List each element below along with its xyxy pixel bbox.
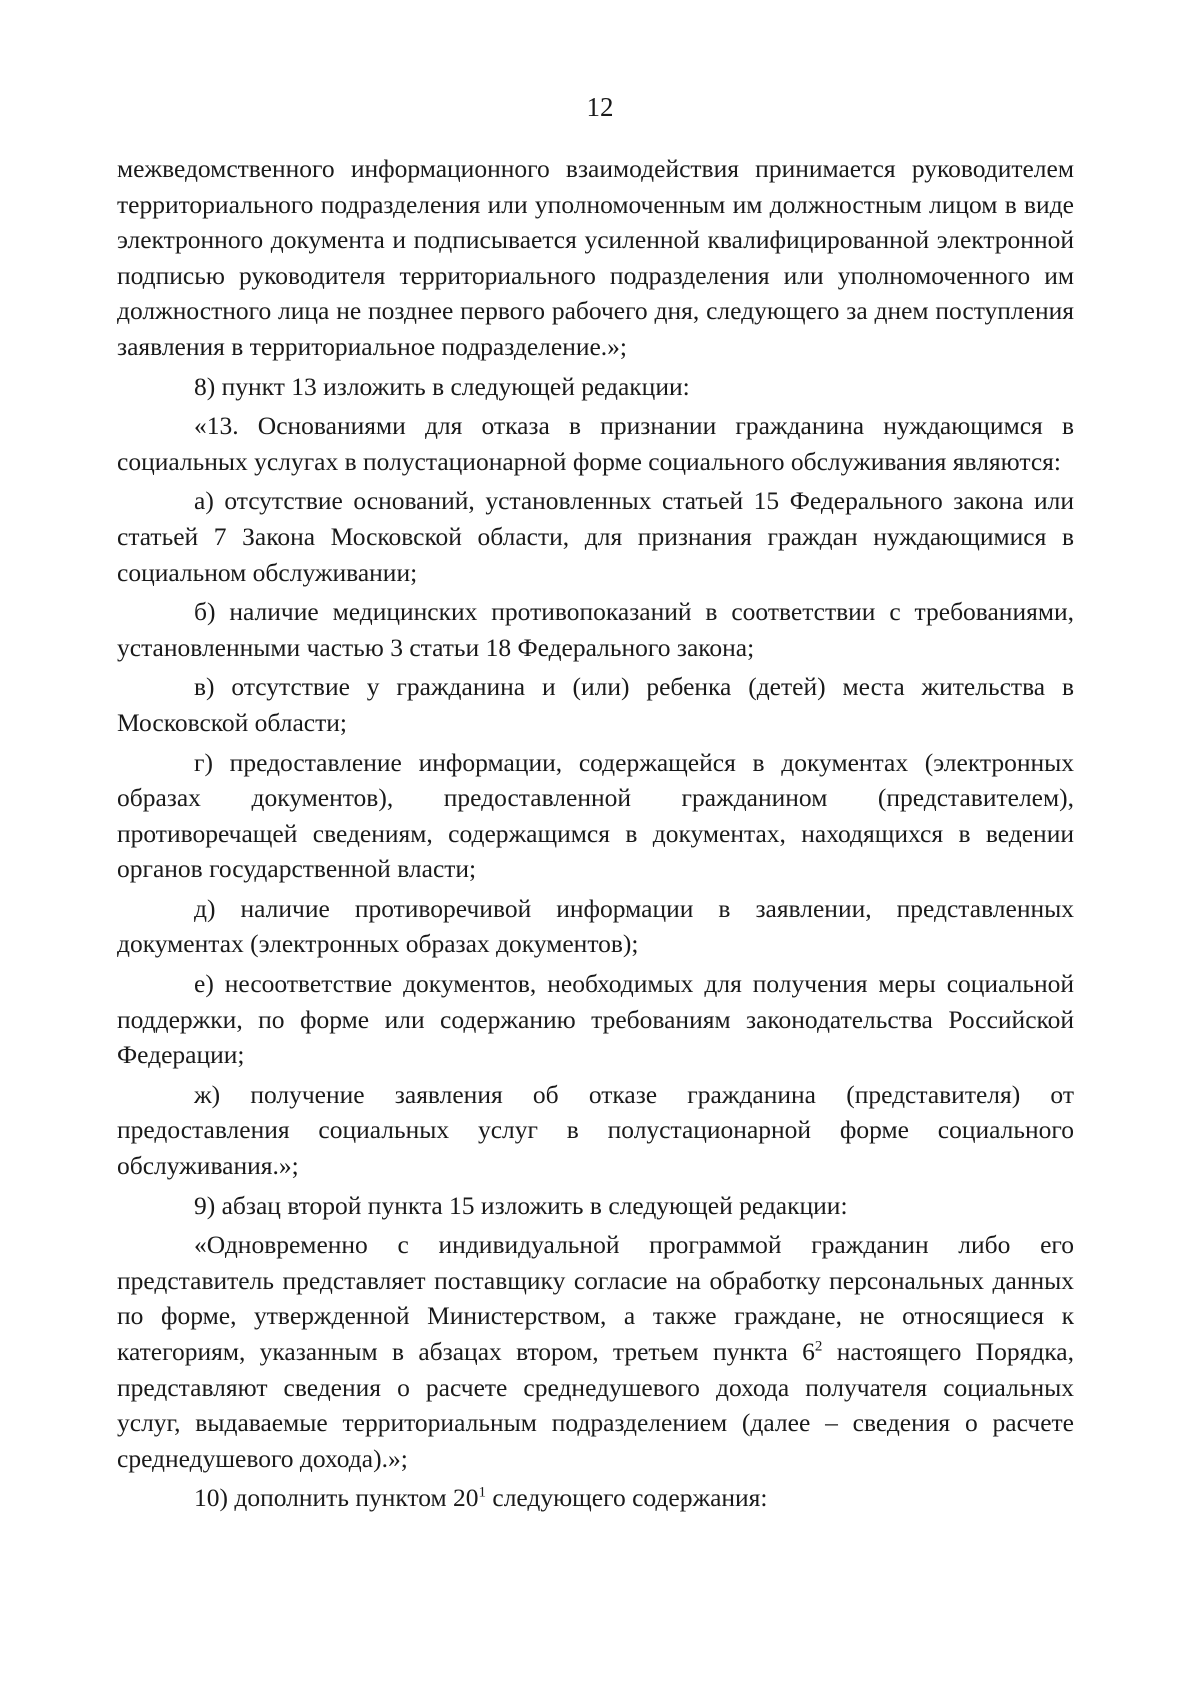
text-segment: следующего содержания: bbox=[486, 1483, 768, 1513]
text-segment: 10) дополнить пунктом 20 bbox=[194, 1483, 479, 1513]
paragraph-item-8: 8) пункт 13 изложить в следующей редакции: bbox=[194, 371, 690, 401]
paragraph-subitem-a: а) отсутствие оснований, установленных статьей 15 Федерального закона или статьей 7 Закона Московской области, для признания граждан нуждающимися в социальном обслуживании; bbox=[117, 486, 1074, 587]
paragraph-subitem-zh: ж) получение заявления об отказе гражданина (представителя) от предоставления социальных услуг в полустационарной форме социального обслуживания.»; bbox=[117, 1079, 1074, 1181]
paragraph-item-9: 9) абзац второй пункта 15 изложить в следующей редакции: bbox=[194, 1190, 848, 1220]
paragraph-subitem-g: г) предоставление информации, содержащейся в документах (электронных образах документов), предоставленной гражданином (представителем), противоречащей сведениям, содержащимся в документах, находящихся в ведении органов государственной власти; bbox=[117, 747, 1074, 884]
paragraph-subitem-d: д) наличие противоречивой информации в заявлении, представленных документах (электронных образах документов); bbox=[117, 893, 1074, 959]
paragraph-subitem-v: в) отсутствие у гражданина и (или) ребенка (детей) места жительства в Московской области; bbox=[117, 672, 1074, 737]
paragraph-subitem-b: б) наличие медицинских противопоказаний в соответствии с требованиями, установленными частью 3 статьи 18 Федерального закона; bbox=[117, 597, 1074, 662]
superscript: 1 bbox=[478, 1484, 486, 1501]
paragraph-subitem-e: е) несоответствие документов, необходимых для получения меры социальной поддержки, по форме или содержанию требованиям законодательства Российской Федерации; bbox=[117, 969, 1074, 1070]
paragraph-odnovremenno bbox=[117, 1227, 1074, 1476]
page-number: 12 bbox=[586, 92, 614, 122]
paragraph-point-13: «13. Основаниями для отказа в признании гражданина нуждающимся в социальных услугах в полустационарной форме социального обслуживания являются: bbox=[117, 411, 1074, 476]
text-segment: настоящего Порядка, представляют сведения о расчете среднедушевого дохода получателя социальных услуг, выдаваемые территориальным подразделением (далее – сведения о расчете среднедушевого дохода).»; bbox=[117, 1337, 1074, 1473]
paragraph-continuation: межведомственного информационного взаимодействия принимается руководителем территориального подразделения или уполномоченным им должностным лицом в виде электронного документа и подписывается усиленной квалифицированной электронной подписью руководителя территориального подразделения или уполномоченного им должностного лица не позднее первого рабочего дня, следующего за днем поступления заявления в территориальное подразделение.»; bbox=[117, 154, 1074, 361]
document-body bbox=[117, 151, 1074, 1520]
text-segment: «Одновременно с индивидуальной программой гражданин либо его представитель представляет поставщику согласие на обработку персональных данных по форме, утвержденной Министерством, а также граждане, не относящиеся к категориям, указанным в абзацах втором, третьем пункта 6 bbox=[117, 1230, 1074, 1366]
paragraph-item-10 bbox=[117, 1480, 1074, 1516]
superscript: 2 bbox=[814, 1338, 823, 1355]
